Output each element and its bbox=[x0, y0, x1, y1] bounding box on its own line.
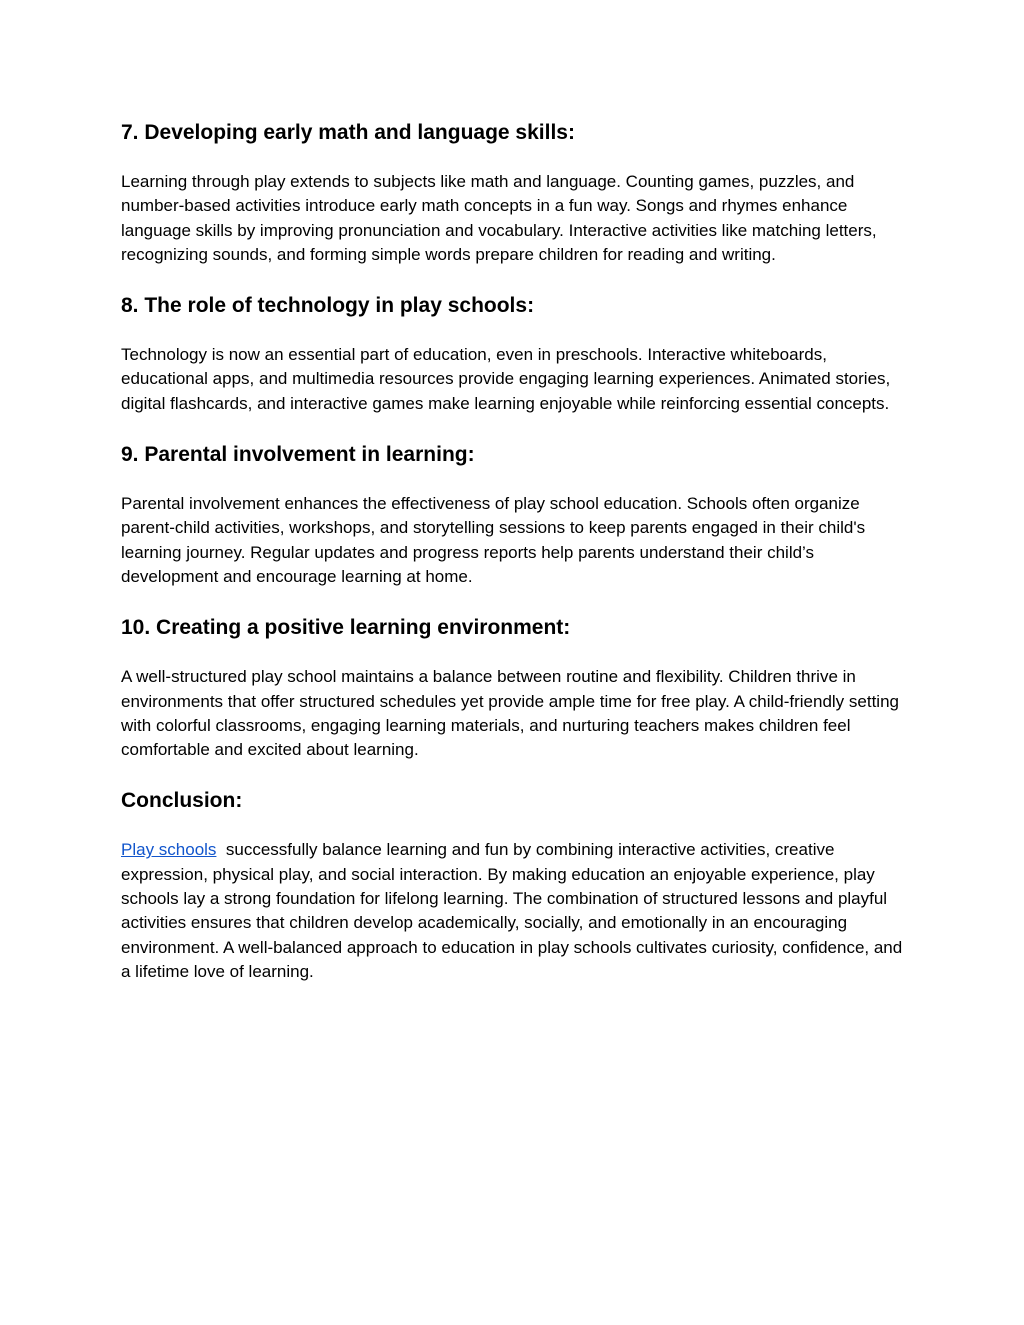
play-schools-link[interactable]: Play schools bbox=[121, 840, 217, 860]
section-heading: 10. Creating a positive learning environment: bbox=[121, 616, 571, 640]
section-learning-environment bbox=[121, 615, 911, 762]
section-math-language bbox=[121, 120, 911, 267]
section-parental-involvement bbox=[121, 442, 911, 589]
section-heading: 7. Developing early math and language skills: bbox=[121, 121, 575, 144]
document-page bbox=[121, 120, 911, 1010]
conclusion-text: successfully balance learning and fun by combining interactive activities, creative expression, physical play, and social interaction. By making education an enjoyable experience, play schools lay a strong foundation for lifelong learning. The combination of structured lessons and playful activities ensures that children develop academically, socially, and emotionally in an encouraging environment. A well-balanced approach to education in play schools cultivates curiosity, confidence, and a lifetime love of learning. bbox=[121, 840, 907, 981]
conclusion-paragraph bbox=[121, 838, 911, 984]
section-heading: 9. Parental involvement in learning: bbox=[121, 443, 475, 467]
section-paragraph: Parental involvement enhances the effectiveness of play school education. Schools often organize parent-child activities, workshops, and storytelling sessions to keep parents engaged in their child's learning journey. Regular updates and progress reports help parents understand their child’s development and encourage learning at home. bbox=[121, 494, 866, 586]
section-heading: 8. The role of technology in play schools: bbox=[121, 294, 535, 318]
section-paragraph: Learning through play extends to subjects like math and language. Counting games, puzzles, and number-based activities introduce early math concepts in a fun way. Songs and rhymes enhance language skills by improving pronunciation and vocabulary. Interactive activities like matching letters, recognizing sounds, and forming simple words prepare children for reading and writing. bbox=[121, 172, 877, 264]
section-paragraph: Technology is now an essential part of education, even in preschools. Interactive whiteboards, educational apps, and multimedia resources provide engaging learning experiences. Animated stories, digital flashcards, and interactive games make learning enjoyable while reinforcing essential concepts. bbox=[121, 345, 891, 413]
section-paragraph: A well-structured play school maintains a balance between routine and flexibility. Children thrive in environments that offer structured schedules yet provide ample time for free play. A child-friendly setting with colorful classrooms, engaging learning materials, and nurturing teachers makes children feel comfortable and excited about learning. bbox=[121, 667, 899, 760]
section-conclusion bbox=[121, 788, 911, 984]
conclusion-heading: Conclusion: bbox=[121, 789, 243, 813]
section-technology bbox=[121, 293, 911, 416]
